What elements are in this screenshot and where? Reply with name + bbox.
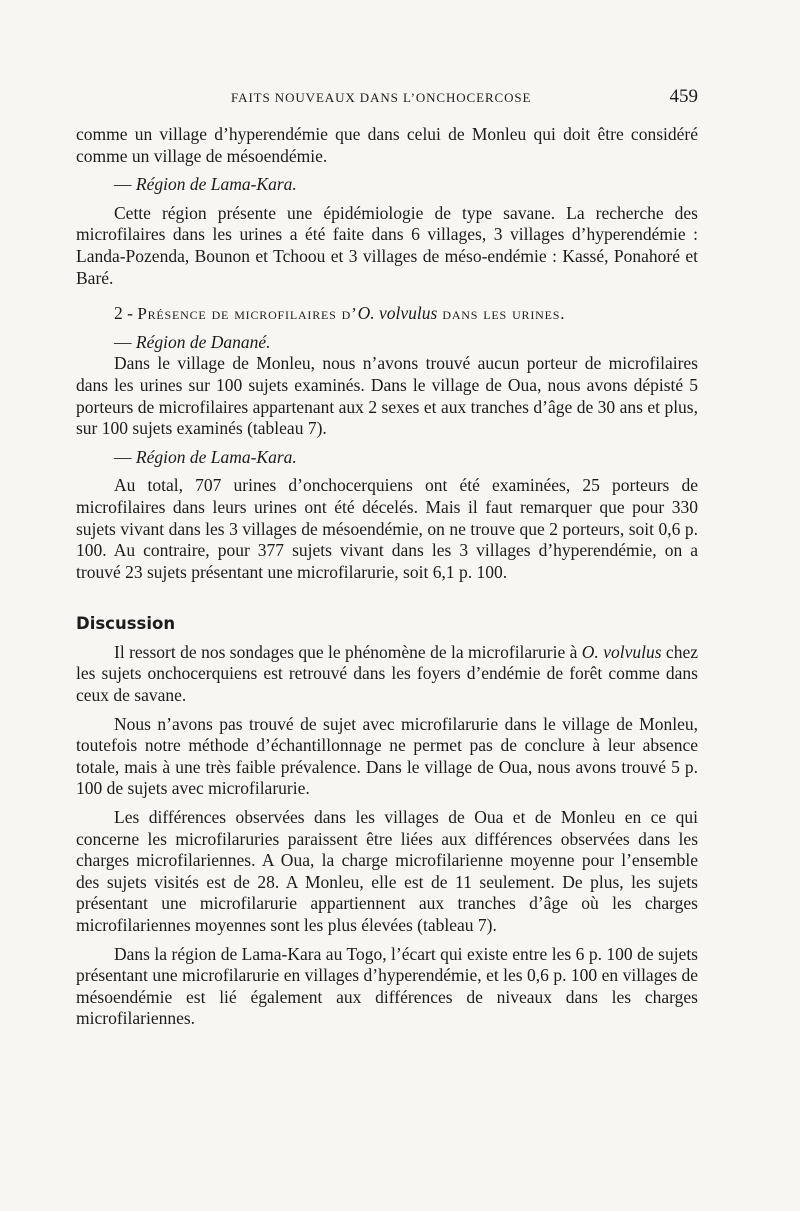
- section-heading-presence-microfilaires: [76, 303, 698, 325]
- subsection-title: Région de Lama-Kara.: [135, 174, 297, 195]
- subsection-title: Région de Lama-Kara.: [135, 446, 297, 467]
- page-body: [76, 124, 698, 1030]
- subsection-heading-danane: [76, 332, 698, 354]
- paragraph-discussion-3: Les différences observées dans les villages de Oua et de Monleu en ce qui concerne les microfilaruries paraissent être liées aux différences observées dans les charges microfilariennes. A Oua, la charge microfilarienne moyenne pour l’ensemble des sujets visités est de 28. A Monleu, elle est de 11 seulement. De plus, les sujets présentant une microfilarurie appartiennent aux tranches d’âge où les charges microfilariennes moyennes sont les plus élevées (tableau 7).: [76, 807, 698, 935]
- section-heading-discussion: Discussion: [76, 614, 176, 634]
- paragraph-discussion-4: Dans la région de Lama-Kara au Togo, l’écart qui existe entre les 6 p. 100 de sujets présentant une microfilarurie en villages d’hyperendémie, et les 0,6 p. 100 en villages de mésoendémie est lié également aux différences de niveaux dans les charges microfilariennes.: [76, 943, 698, 1029]
- paragraph-lama-kara-results: Au total, 707 urines d’onchocerquiens ont été examinées, 25 porteurs de microfilaires dans leurs urines ont été décelés. Mais il faut remarquer que pour 330 sujets vivant dans les 3 villages de mésoendémie, on ne trouve que 2 porteurs, soit 0,6 p. 100. Au contraire, pour 377 sujets vivant dans les 3 villages d’hyperendémie, on a trouvé 23 sujets présentant une microfilarurie, soit 6,1 p. 100.: [76, 475, 698, 582]
- subsection-dash: —: [114, 331, 136, 352]
- species-name: O. volvulus: [581, 641, 662, 662]
- page-header: [76, 86, 698, 110]
- section-title-species: O. volvulus: [357, 303, 438, 324]
- subsection-title: Région de Danané.: [135, 331, 271, 352]
- page-number: 459: [669, 86, 698, 107]
- paragraph-lama-kara-epidemiology: Cette région présente une épidémiologie de type savane. La recherche des microfilaires dans les urines a été faite dans 6 villages, 3 villages d’hyperendémie : Landa-Pozenda, Bounon et Tchoou et 3 villages de méso-endémie : Kassé, Ponahoré et Baré.: [76, 202, 698, 288]
- subsection-heading-lama-kara: [76, 174, 698, 196]
- paragraph-continuation: comme un village d’hyperendémie que dans celui de Monleu qui doit être considéré comme un village de mésoendémie.: [76, 124, 698, 166]
- paragraph-danane-results: Dans le village de Monleu, nous n’avons trouvé aucun porteur de microfilaires dans les urines sur 100 sujets examinés. Dans le village de Oua, nous avons dépisté 5 porteurs de microfilaires appartenant aux 2 sexes et aux tranches d’âge de 30 ans et plus, sur 100 sujets examinés (tableau 7).: [76, 353, 698, 439]
- subsection-heading-lama-kara-2: [76, 447, 698, 469]
- paragraph-discussion-2: Nous n’avons pas trouvé de sujet avec microfilarurie dans le village de Monleu, toutefois notre méthode d’échantillonnage ne permet pas de conclure à leur absence totale, mais à une très faible prévalence. Dans le village de Oua, nous avons trouvé 5 p. 100 de sujets avec microfilarurie.: [76, 713, 698, 799]
- section-title-part: dans les urines.: [437, 304, 566, 324]
- subsection-dash: —: [114, 174, 136, 195]
- section-title-part: Présence de microfilaires d’: [137, 304, 358, 324]
- section-number: 2 -: [114, 303, 138, 324]
- subsection-dash: —: [114, 446, 136, 467]
- paragraph-discussion-1: Il ressort de nos sondages que le phénomène de la microfilarurie à O. volvulus chez les sujets onchocerquiens est retrouvé dans les foyers d’endémie de forêt comme dans ceux de savane.: [76, 641, 698, 706]
- running-title: FAITS NOUVEAUX DANS L’ONCHOCERCOSE: [231, 90, 532, 105]
